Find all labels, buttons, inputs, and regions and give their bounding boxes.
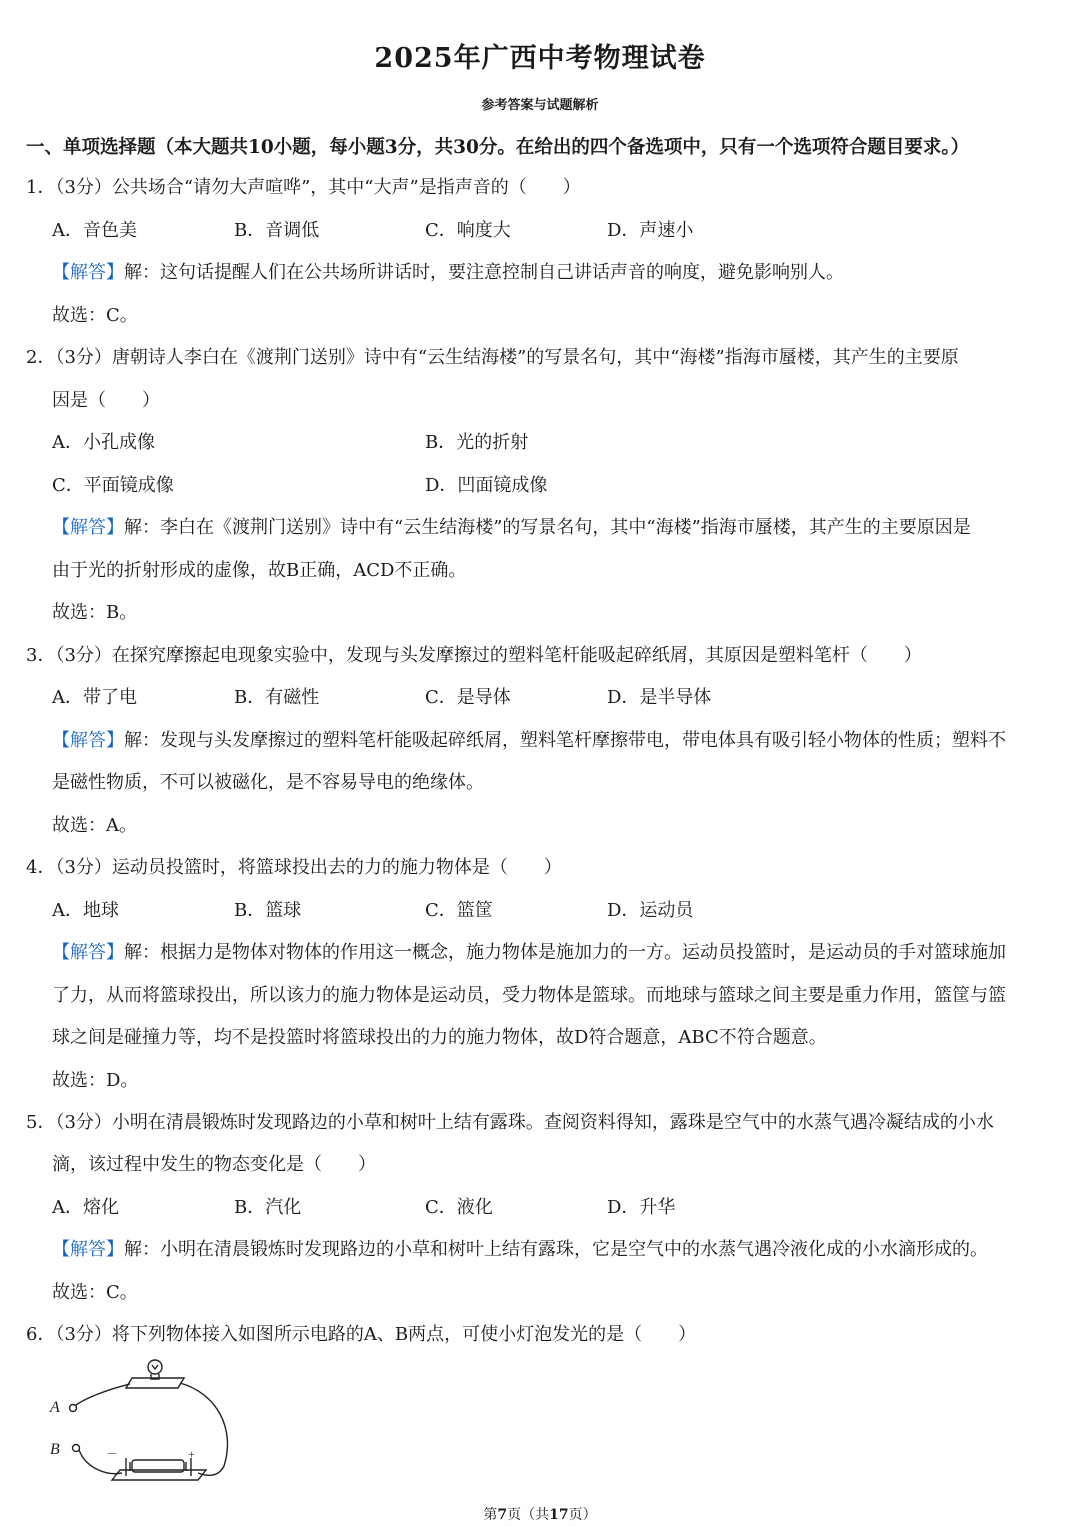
footer-suffix: 页） <box>568 1507 597 1523</box>
question-5-option-d: D．升华 <box>607 1197 676 1218</box>
footer-prefix: 第 <box>483 1507 498 1523</box>
question-2-stem: 2．（3分）唐朝诗人李白在《渡荆门送别》诗中有“云生结海楼”的写景名句，其中“海楼”指海市蜃楼，其产生的主要原 <box>26 347 959 368</box>
question-1-option-d: D．声速小 <box>607 220 694 241</box>
question-4-answer-cont-1: 了力，从而将篮球投出，所以该力的施力物体是运动员，受力物体是篮球。而地球与篮球之间主要是重力作用，篮筐与篮 <box>52 985 1006 1006</box>
question-4-stem: 4．（3分）运动员投篮时，将篮球投出去的力的施力物体是（ ） <box>26 857 562 878</box>
question-3-option-b: B．有磁性 <box>234 687 320 708</box>
label-a: A <box>50 1399 60 1416</box>
question-2-option-a: A．小孔成像 <box>52 432 155 453</box>
answer-text: 解：这句话提醒人们在公共场所讲话时，要注意控制自己讲话声音的响度，避免影响别人。 <box>124 262 844 283</box>
page-title: 2025年广西中考物理试卷 <box>374 43 706 74</box>
question-5-option-a: A．熔化 <box>52 1197 119 1218</box>
question-4-option-b: B．篮球 <box>234 900 302 921</box>
answer-text: 解：小明在清晨锻炼时发现路边的小草和树叶上结有露珠，它是空气中的水蒸气遇冷液化成的小水滴形成的。 <box>124 1239 988 1260</box>
question-4-answer <box>52 940 1006 966</box>
question-3-answer <box>52 728 1006 754</box>
answer-text: 解：发现与头发摩擦过的塑料笔杆能吸起碎纸屑，塑料笔杆摩擦带电，带电体具有吸引轻小物体的性质；塑料不 <box>124 730 1006 751</box>
question-5-stem: 5．（3分）小明在清晨锻炼时发现路边的小草和树叶上结有露珠。查阅资料得知，露珠是空气中的水蒸气遇冷凝结成的小水 <box>26 1112 994 1133</box>
label-b: B <box>50 1441 60 1458</box>
question-2-option-b: B．光的折射 <box>425 432 529 453</box>
footer-total: 17 <box>549 1507 569 1523</box>
footer-page: 7 <box>497 1507 508 1523</box>
question-2-result: 故选：B。 <box>52 602 138 623</box>
question-5-stem-cont: 滴，该过程中发生的物态变化是（ ） <box>52 1154 376 1175</box>
question-3-option-a: A．带了电 <box>52 687 137 708</box>
page-footer <box>0 1504 1080 1524</box>
question-5-option-c: C．液化 <box>425 1197 493 1218</box>
question-6-stem: 6．（3分）将下列物体接入如图所示电路的A、B两点，可使小灯泡发光的是（ ） <box>26 1324 697 1345</box>
question-1-option-c: C．响度大 <box>425 220 511 241</box>
answer-tag: 【解答】 <box>52 517 124 538</box>
page-subtitle: 参考答案与试题解析 <box>481 98 599 113</box>
question-3-option-d: D．是半导体 <box>607 687 712 708</box>
question-2-stem-cont: 因是（ ） <box>52 390 160 411</box>
section-heading: 一、单项选择题（本大题共10小题，每小题3分，共30分。在给出的四个备选项中，只有一个选项符合题目要求。） <box>26 137 970 158</box>
answer-tag: 【解答】 <box>52 262 124 283</box>
question-1-stem: 1．（3分）公共场合“请勿大声喧哗”，其中“大声”是指声音的（ ） <box>26 177 581 198</box>
question-1-option-b: B．音调低 <box>234 220 320 241</box>
question-3-option-c: C．是导体 <box>425 687 511 708</box>
answer-tag: 【解答】 <box>52 942 124 963</box>
question-4-option-d: D．运动员 <box>607 900 694 921</box>
question-4-answer-cont-2: 球之间是碰撞力等，均不是投篮时将篮球投出的力的施力物体，故D符合题意，ABC不符合题意。 <box>52 1027 827 1048</box>
question-3-stem: 3．（3分）在探究摩擦起电现象实验中，发现与头发摩擦过的塑料笔杆能吸起碎纸屑，其原因是塑料笔杆（ ） <box>26 645 922 666</box>
question-2-option-d: D．凹面镜成像 <box>425 475 548 496</box>
question-5-result: 故选：C。 <box>52 1282 138 1303</box>
answer-tag: 【解答】 <box>52 730 124 751</box>
plus-sign: + <box>188 1447 195 1461</box>
wire-a <box>76 1384 130 1405</box>
question-1-answer <box>52 260 844 286</box>
answer-text: 解：李白在《渡荆门送别》诗中有“云生结海楼”的写景名句，其中“海楼”指海市蜃楼，其产生的主要原因是 <box>124 517 971 538</box>
terminal-a <box>70 1405 77 1412</box>
question-1-result: 故选：C。 <box>52 305 138 326</box>
question-4-option-a: A．地球 <box>52 900 119 921</box>
minus-sign: － <box>106 1447 119 1461</box>
circuit-diagram <box>46 1358 246 1498</box>
bulb-icon <box>148 1360 162 1374</box>
question-4-result: 故选：D。 <box>52 1070 139 1091</box>
answer-tag: 【解答】 <box>52 1239 124 1260</box>
question-5-option-b: B．汽化 <box>234 1197 302 1218</box>
footer-mid: 页（共 <box>507 1507 550 1523</box>
answer-text: 解：根据力是物体对物体的作用这一概念，施力物体是施加力的一方。运动员投篮时，是运动员的手对篮球施加 <box>124 942 1006 963</box>
question-2-answer-cont: 由于光的折射形成的虚像，故B正确，ACD不正确。 <box>52 560 467 581</box>
wire-right <box>180 1383 227 1475</box>
question-5-answer <box>52 1237 988 1263</box>
question-1-option-a: A．音色美 <box>52 220 137 241</box>
question-2-option-c: C．平面镜成像 <box>52 475 174 496</box>
question-4-option-c: C．篮筐 <box>425 900 493 921</box>
question-3-answer-cont: 是磁性物质，不可以被磁化，是不容易导电的绝缘体。 <box>52 772 484 793</box>
question-2-answer <box>52 515 971 541</box>
question-3-result: 故选：A。 <box>52 815 137 836</box>
